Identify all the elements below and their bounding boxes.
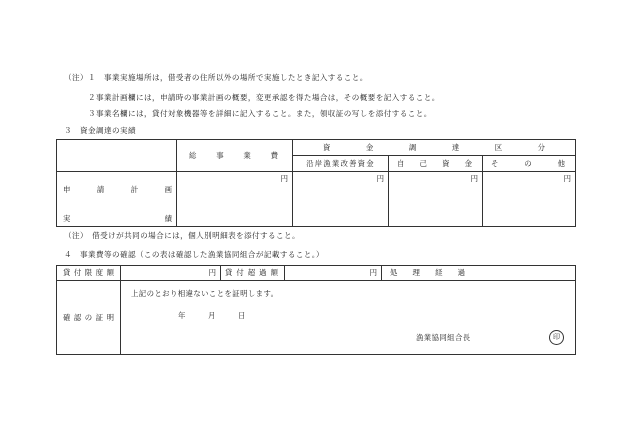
date-year: 年	[178, 311, 186, 320]
note-item-2: ２事業計画欄には，申請時の事業計画の概要，変更承認を得た場合は，その概要を記入すること。	[88, 93, 440, 102]
union-head-label: 漁業協同組合長	[416, 333, 471, 342]
total-cost-cell: 円	[177, 172, 293, 227]
funding-category-header: 資 金 調 達 区 分	[293, 140, 576, 156]
loan-excess-label: 貸 付 超 過 額	[221, 266, 285, 281]
date-day: 日	[238, 311, 246, 320]
confirm-label: 確 認 の 証 明	[57, 281, 121, 355]
section4-heading: ４ 事業費等の確認（この表は確認した漁業協同組合が記載すること。）	[64, 250, 324, 259]
date-month: 月	[208, 311, 216, 320]
row-labels	[57, 172, 177, 227]
row-label-plan: 申 請 計 画	[63, 185, 172, 194]
row-label-actual: 実 績	[63, 214, 172, 224]
loan-excess-value: 円	[285, 266, 382, 281]
seal-icon: 印	[549, 330, 564, 345]
confirmation-table	[56, 265, 576, 355]
coastal-fund-header: 沿岸漁業改善資金	[293, 156, 389, 172]
section3-heading: ３ 資金調達の実績	[64, 126, 136, 135]
loan-limit-label: 貸 付 限 度 額	[57, 266, 121, 281]
other-fund-cell: 円	[483, 172, 576, 227]
other-fund-header: そ の 他	[483, 156, 576, 172]
confirm-area	[121, 281, 576, 355]
total-cost-header: 総 事 業 費	[177, 140, 293, 172]
coastal-fund-cell: 円	[293, 172, 389, 227]
note-item-1: １ 事業実施場所は，借受者の住所以外の場所で実施したとき記入すること。	[88, 73, 368, 82]
note-item-3: ３事業名欄には，貸付対象機器等を詳細に記入すること。また，領収証の写しを添付すること。	[88, 109, 432, 118]
own-fund-header: 自 己 資 金	[389, 156, 483, 172]
loan-limit-value: 円	[121, 266, 221, 281]
note-label: （注）	[64, 73, 88, 82]
blank-corner	[57, 140, 177, 172]
cert-text: 上記のとおり相違ないことを証明します。	[131, 289, 279, 298]
process-header: 処 理 経 過	[382, 266, 576, 281]
section3-note: （注） 借受けが共同の場合には，個人別明細表を添付すること。	[64, 231, 301, 240]
funding-table	[56, 139, 576, 227]
own-fund-cell: 円	[389, 172, 483, 227]
